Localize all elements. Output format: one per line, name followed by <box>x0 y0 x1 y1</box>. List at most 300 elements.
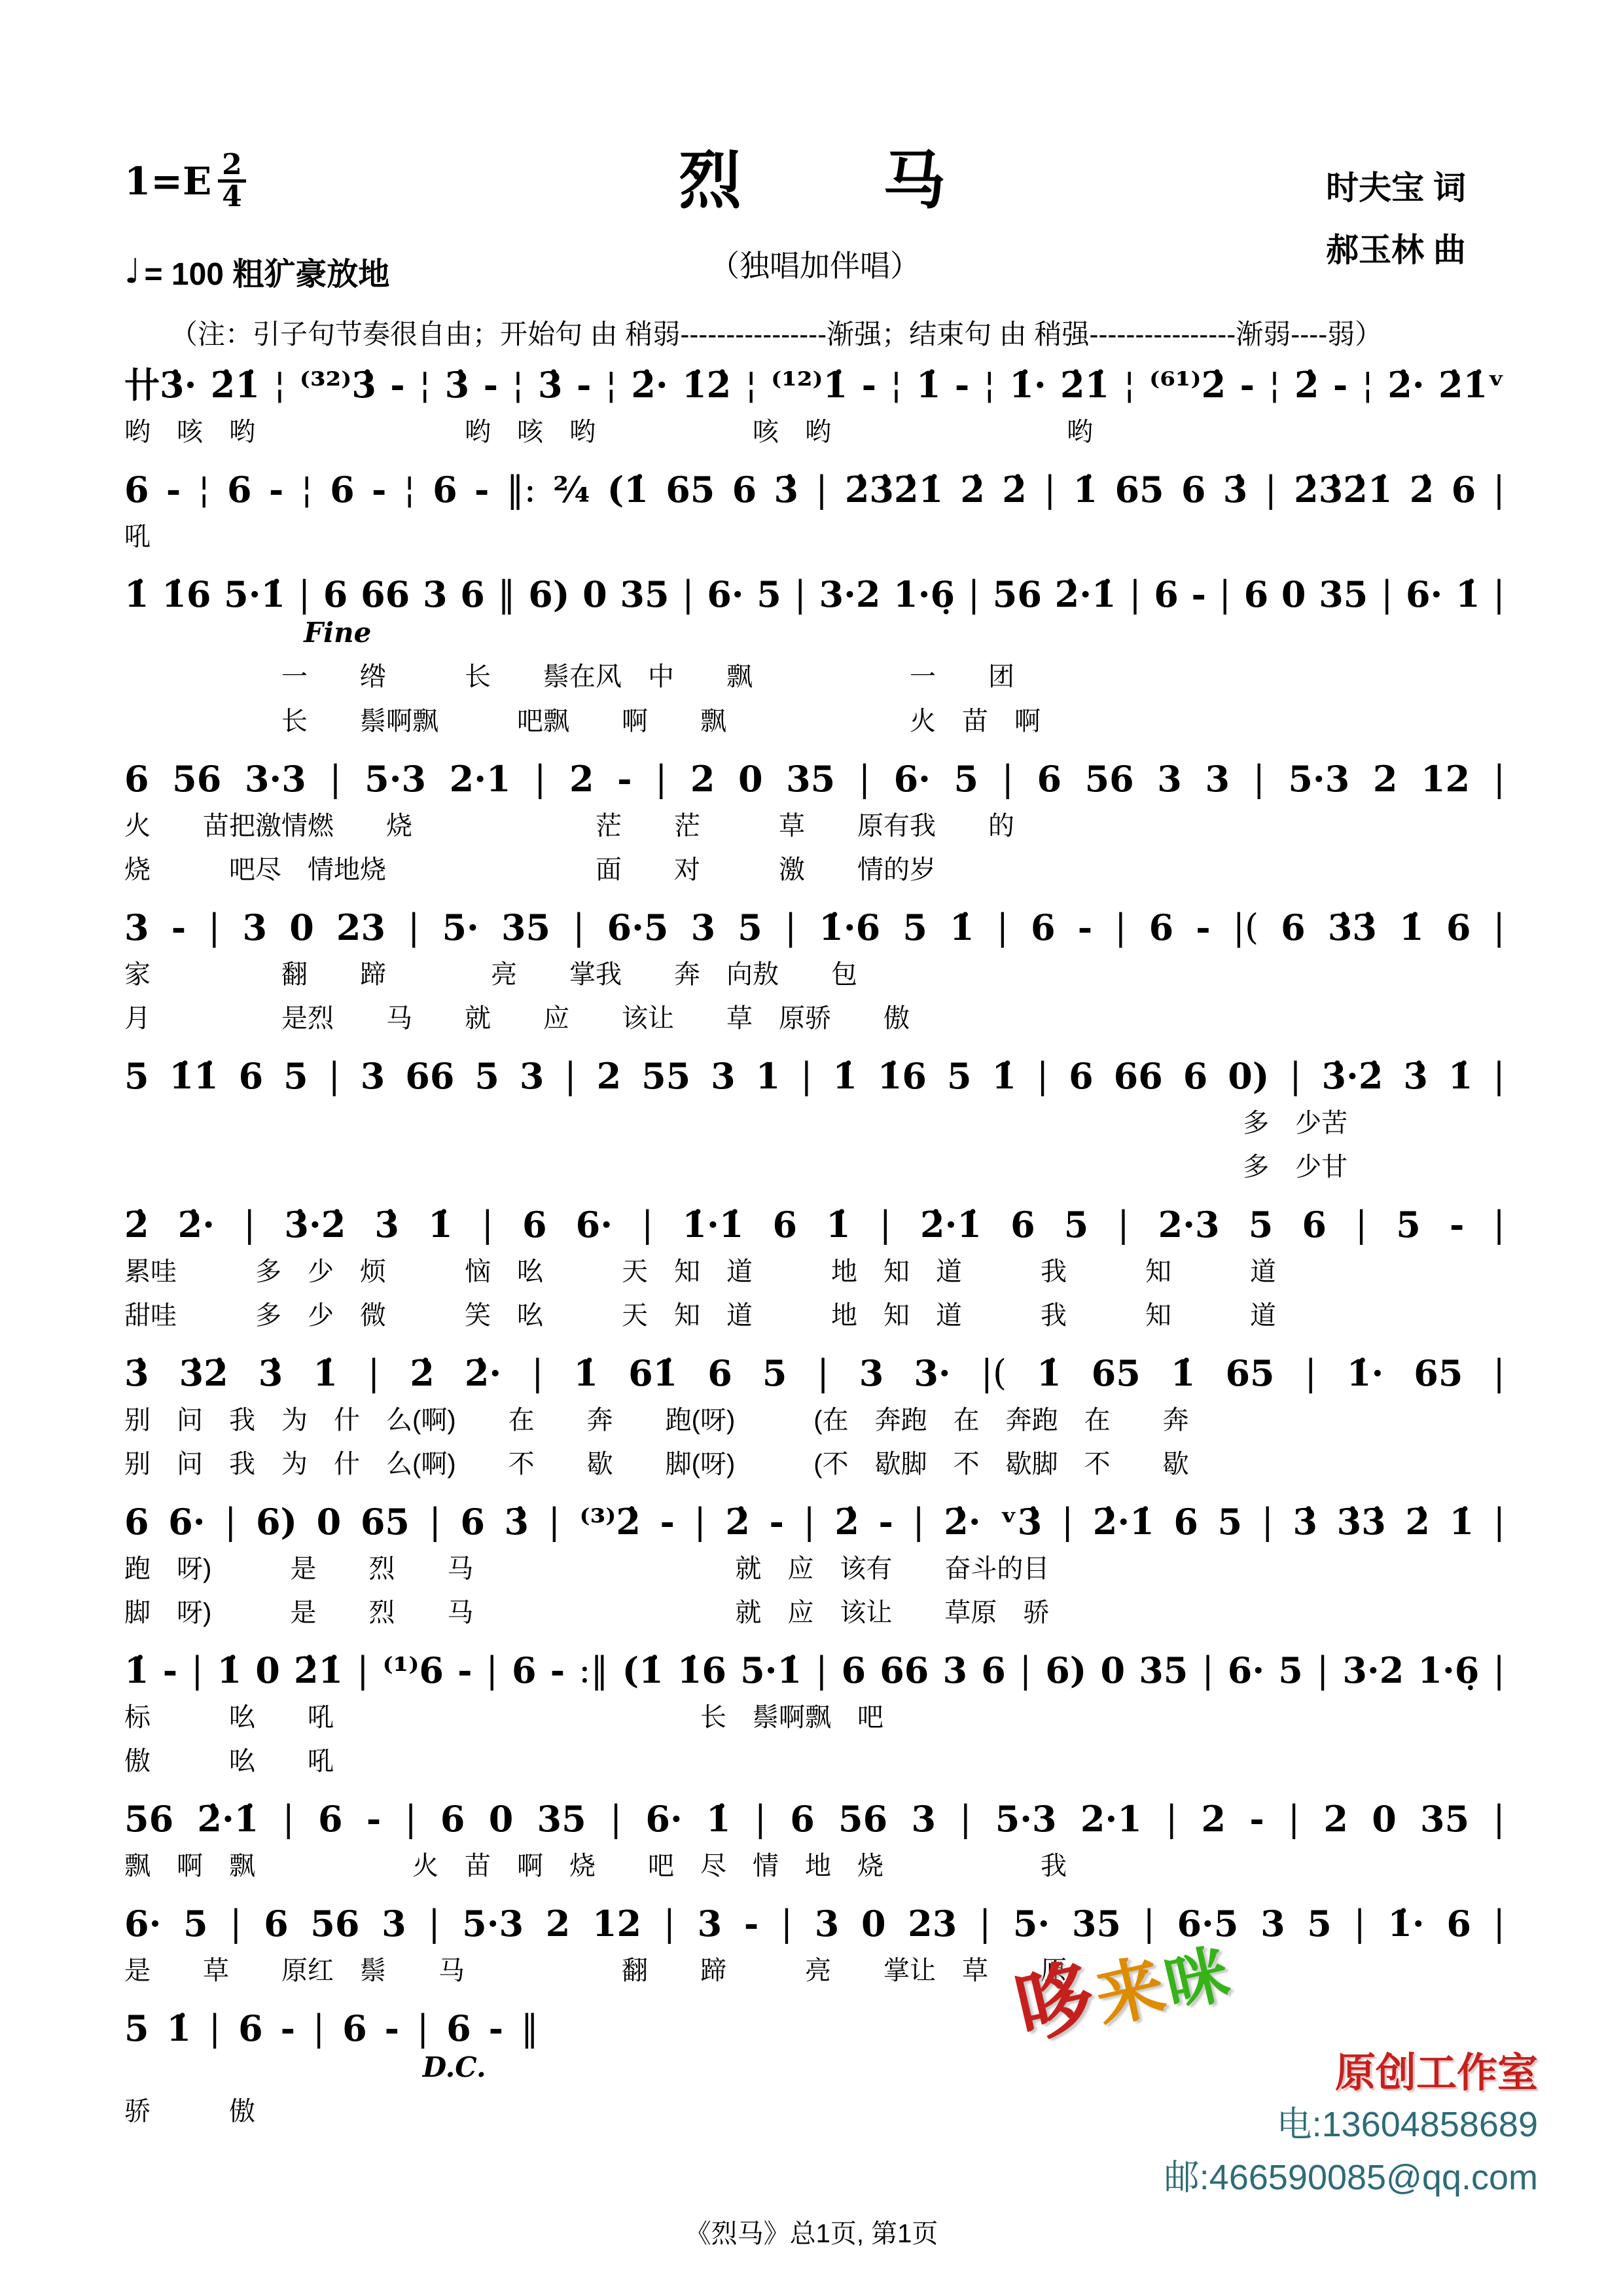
barline: | <box>784 906 797 948</box>
tempo-text: = 100 粗犷豪放地 <box>144 257 390 292</box>
note-token: 6 <box>1010 1204 1035 1246</box>
note-token: 2̇· <box>944 1501 981 1543</box>
barline: | <box>879 1204 891 1245</box>
barline: | <box>1264 468 1277 510</box>
note-token: 0 <box>861 1903 886 1945</box>
note-token: 6· <box>1227 1649 1265 1692</box>
barline: ¦ <box>274 364 286 405</box>
note-token: 0) <box>1228 1054 1270 1097</box>
note-token: - <box>162 1649 178 1692</box>
score <box>124 364 1505 2127</box>
note-token: 5· <box>1012 1903 1050 1945</box>
note-token: 3̇ <box>1403 1054 1428 1097</box>
note-token: 1̇1̇ <box>169 1054 219 1097</box>
note-token: 6· <box>707 573 744 615</box>
note-token: 1̇ <box>826 1204 851 1246</box>
barline: | <box>1353 1903 1366 1945</box>
note-token: 1̇· <box>1346 1352 1384 1395</box>
key-text: 1=E <box>124 158 212 204</box>
note-token: 2 <box>1372 757 1398 800</box>
meter-numerator: 2 <box>218 151 246 183</box>
note-token: 6 <box>1181 468 1206 511</box>
note-token: 1̇ <box>124 573 149 615</box>
note-token: 6 <box>1183 1054 1208 1097</box>
studio-phone: 电:13604858689 <box>1276 2105 1538 2144</box>
lyric-line: 累哇 多 少 烦 恼 吆 天 知 道 地 知 道 我 知 道 <box>124 1257 1276 1286</box>
note-token: 5·1̇ <box>740 1649 802 1692</box>
note-token: 6) <box>1045 1649 1087 1692</box>
note-token: 6· <box>124 1903 162 1945</box>
note-token: - <box>474 468 490 511</box>
barline: | <box>1493 1649 1505 1691</box>
note-token: 6·5 <box>607 906 669 948</box>
note-token: 2̇· <box>1387 364 1425 406</box>
note-token: 35 <box>501 906 551 948</box>
barline: | <box>404 1798 417 1840</box>
note-token: 3 <box>911 1798 936 1840</box>
barline: | <box>694 1501 706 1543</box>
note-token: 6 <box>446 2007 471 2049</box>
note-token: 2 <box>690 757 715 800</box>
lyric-line: 是 草 原红 鬃 马 翻 蹄 亮 掌让 草 原 <box>124 1956 1067 1985</box>
barline: | <box>1355 1204 1368 1245</box>
note-token: 5 <box>1278 1649 1303 1692</box>
barline: | <box>1493 1501 1505 1543</box>
note-token: 5 <box>1063 1204 1089 1246</box>
note-token: 6 <box>318 1798 343 1840</box>
note-token: 1̇ <box>832 1054 857 1097</box>
note-token: 2̇ <box>834 1501 859 1543</box>
note-token: 6 <box>1173 1501 1198 1543</box>
note-token: 0 <box>1372 1798 1397 1840</box>
note-token: 0 <box>289 906 314 948</box>
barline: | <box>1061 1501 1074 1543</box>
note-token: - <box>457 1649 473 1692</box>
logo-char-lai: 来 <box>1088 1947 1172 2037</box>
note-token: - <box>171 906 187 948</box>
note-token: 5· <box>442 906 479 948</box>
barline: | <box>815 468 828 510</box>
note-token: ⁽³⁾2̇ <box>579 1501 641 1543</box>
note-token: - <box>1077 906 1093 948</box>
note-token: - <box>743 1903 759 1945</box>
lyric-line: 跑 呀) 是 烈 马 就 应 该有 奋斗的目 <box>124 1554 1050 1583</box>
note-token: 1̇ <box>166 2007 192 2049</box>
barline: | <box>1202 1649 1214 1691</box>
barline: | <box>486 1649 498 1691</box>
notation-line <box>124 1798 1505 1840</box>
notation-system <box>124 1503 1505 1628</box>
barline: | <box>1493 573 1505 615</box>
note-token: 2 <box>1323 1798 1348 1840</box>
song-title: 烈 马 <box>679 146 951 216</box>
studio-watermark <box>1001 1939 1538 2204</box>
note-token: 3 <box>382 1903 406 1945</box>
note-token: 2̇ <box>1294 364 1319 406</box>
note-token: 3̇·2̇ <box>284 1204 346 1246</box>
barline: | <box>1117 1204 1130 1245</box>
barline: ‖: <box>506 468 536 510</box>
barline: ¦ <box>403 468 416 510</box>
notation-system <box>124 757 1505 886</box>
barline: | <box>1219 573 1231 615</box>
barline: | <box>682 573 694 615</box>
note-token: 1̇·1̇ <box>682 1204 744 1246</box>
note-token: - <box>550 1649 565 1692</box>
barline: | <box>1001 757 1014 799</box>
note-token: 3 <box>124 906 149 948</box>
note-token: 2̇ <box>1002 468 1027 511</box>
barline: | <box>1493 1798 1505 1840</box>
barline: | <box>967 573 980 615</box>
note-token: 6 <box>1302 1204 1327 1246</box>
barline: | <box>609 1798 622 1840</box>
note-token: 5·3 <box>462 1903 524 1945</box>
section-label: Fine <box>304 617 372 649</box>
note-token: 6 <box>1446 906 1471 948</box>
studio-name: 原创工作室 <box>1334 2051 1538 2096</box>
notation-line <box>124 1503 1505 1541</box>
barline: | <box>357 1649 369 1691</box>
barline: | <box>416 2007 429 2049</box>
note-token: 6 <box>522 1204 547 1246</box>
barline: | <box>564 1054 577 1096</box>
note-token: 3 <box>690 906 716 948</box>
notation-system <box>124 573 1505 737</box>
note-token: 0 <box>1100 1649 1126 1692</box>
note-token: 0 <box>316 1501 342 1543</box>
note-token: 2̇1̇ᵛ <box>1438 364 1505 406</box>
note-token: 1̇6 <box>162 573 211 615</box>
note-token: 65 <box>1115 468 1164 511</box>
note-token: 6 <box>732 468 757 511</box>
note-token: 5 <box>1307 1903 1332 1945</box>
note-token: 3̇2̇ <box>179 1352 228 1395</box>
composer-credit: 郝玉林 曲 <box>1326 232 1466 268</box>
barline: | <box>780 1903 793 1945</box>
note-token: - <box>268 468 284 511</box>
note-token: 1̇ <box>1448 1054 1473 1097</box>
note-token: 1̇ <box>1170 1352 1196 1395</box>
note-token: 5 <box>757 573 781 615</box>
note-token: 2̇·1̇ <box>197 1798 259 1840</box>
note-token: 2̇3̇2̇1̇ <box>1294 468 1393 511</box>
note-token: - <box>483 364 499 406</box>
notation-system <box>124 1798 1505 1882</box>
barline: | <box>1317 1649 1329 1691</box>
note-token: 2 <box>1201 1798 1226 1840</box>
barline: | <box>1493 1903 1505 1945</box>
note-token: 5·3 <box>365 757 427 800</box>
note-token: 6 <box>1446 1903 1471 1945</box>
barline: | <box>312 2007 325 2049</box>
lyric-line: 飘 啊 飘 火 苗 啊 烧 吧 尽 情 地 烧 我 <box>124 1851 1067 1880</box>
notation-line <box>124 906 1505 948</box>
lyric-line: 甜哇 多 少 微 笑 吆 天 知 道 地 知 道 我 知 道 <box>124 1300 1276 1330</box>
note-token: 6 <box>1281 906 1306 948</box>
note-token: 5 <box>124 1054 149 1097</box>
barline: | <box>368 1352 380 1394</box>
note-token: 1̇ <box>217 1649 242 1692</box>
song-subtitle: （独唱加伴唱） <box>709 249 920 283</box>
note-token: 3·2 <box>819 573 881 615</box>
barline: ¦ <box>1361 364 1374 405</box>
note-token: ⁽⁶¹⁾2̇ <box>1149 364 1226 406</box>
note-token: 2̇ <box>960 468 985 511</box>
notation-line <box>124 468 1505 511</box>
note-token: 6 <box>330 468 355 511</box>
notation-line <box>124 1206 1505 1244</box>
barline: | <box>1115 906 1127 948</box>
barline: | <box>996 906 1008 948</box>
note-token: 2·3 <box>1158 1204 1220 1246</box>
note-token: - <box>1191 573 1206 615</box>
note-token: 6·5 <box>1177 1903 1239 1945</box>
note-token: 56 <box>310 1903 360 1945</box>
note-token: 3 <box>711 1054 736 1097</box>
note-token: 1̇ <box>1449 1501 1474 1543</box>
note-token: 6 <box>1149 906 1174 948</box>
note-token: 2̇· <box>631 364 668 406</box>
lyric-line: 哟 咳 哟 哟 咳 哟 咳 哟 哟 <box>124 417 1093 446</box>
note-token: 1̇ <box>950 906 974 948</box>
barline: | <box>1129 573 1141 615</box>
note-token: 6· <box>575 1204 613 1246</box>
barline: | <box>641 1204 654 1245</box>
note-token: 56 <box>172 757 222 800</box>
notation-line <box>124 1649 1505 1692</box>
note-token: 3̇ <box>374 1204 399 1246</box>
note-token: 1̇6 <box>677 1649 726 1692</box>
note-token: 2 <box>596 1054 622 1097</box>
note-token: - <box>769 1501 784 1543</box>
lyricist-credit: 时夫宝 词 <box>1326 170 1466 206</box>
barline: ‖ <box>497 573 516 615</box>
note-token: 2̇ <box>1409 468 1435 511</box>
barline: | <box>655 757 668 799</box>
notation-line <box>124 757 1505 800</box>
section-label: D.C. <box>422 2051 486 2083</box>
note-token: 卄3̇· <box>124 364 197 406</box>
note-token: 66 <box>1113 1054 1163 1097</box>
note-token: 2̇ <box>124 1204 149 1246</box>
barline: | <box>1289 1054 1302 1096</box>
note-token: 55 <box>641 1054 691 1097</box>
note-token: 35 <box>1420 1798 1470 1840</box>
page-footer: 《烈马》总1页, 第1页 <box>685 2219 938 2248</box>
note-token: 2̇ <box>410 1352 435 1395</box>
barline: | <box>1019 1649 1032 1691</box>
barline: | <box>209 2007 221 2049</box>
note-token: 66 <box>880 1649 929 1692</box>
lyric-line: 傲 吆 吼 <box>124 1747 334 1776</box>
note-token: 3̇ <box>1293 1501 1318 1543</box>
note-token: 5 <box>283 1054 308 1097</box>
studio-email: 邮:466590085@qq.com <box>1164 2158 1538 2197</box>
notation-line <box>124 1054 1505 1097</box>
sheet-content <box>124 137 1505 2151</box>
note-token: 1̇·6 <box>819 906 881 948</box>
note-token: 1̇ <box>1455 573 1480 615</box>
barline: ¦ <box>983 364 995 405</box>
note-token: 3̇ <box>537 364 563 406</box>
note-token: 6 <box>124 757 149 800</box>
lyric-line: 别 问 我 为 什 么(啊) 不 歇 脚(呀) (不 歇脚 不 歇脚 不 歇 <box>124 1449 1189 1479</box>
note-token: - <box>1240 364 1255 406</box>
barline: | <box>803 1501 815 1543</box>
note-token: 2̇· <box>464 1352 502 1395</box>
note-token: 6 <box>238 1054 264 1097</box>
barline: | <box>243 1204 256 1245</box>
barline: | <box>429 1501 441 1543</box>
note-token: 1̇ <box>1073 468 1098 511</box>
note-token: 23 <box>336 906 386 948</box>
note-token: - <box>384 2007 400 2049</box>
note-token: - <box>488 2007 503 2049</box>
barline: | <box>329 757 342 799</box>
note-token: 3 <box>422 573 448 615</box>
note-token: 3 <box>942 1649 968 1692</box>
note-token: - <box>1249 1798 1264 1840</box>
notation-system <box>124 1206 1505 1331</box>
barline: :‖ <box>579 1649 609 1691</box>
note-token: 3 <box>1260 1903 1285 1945</box>
logo-char-mi: 咪 <box>1158 1939 1236 2021</box>
barline: ¦ <box>890 364 902 405</box>
note-token: 3·2 <box>1342 1649 1404 1692</box>
note-token: 1̇ <box>124 1649 149 1692</box>
note-token: 3̇·2̇ <box>1321 1054 1383 1097</box>
notation-system <box>124 2007 539 2127</box>
note-token: 65 <box>1091 1352 1141 1395</box>
note-token: 1̇ <box>1399 906 1424 948</box>
note-token: 6 <box>1037 757 1062 800</box>
notation-system <box>124 1352 1505 1480</box>
note-token: ²⁄₄ <box>553 468 590 511</box>
note-token: 56 <box>124 1798 174 1840</box>
barline: | <box>1253 757 1265 799</box>
note-token: 1̇ <box>1037 1352 1061 1395</box>
logo-char-duo: 哆 <box>1006 1950 1103 2054</box>
lyric-line: 一 绺 长 鬃在风 中 飘 一 团 <box>124 662 1014 692</box>
note-token: 1̇ <box>991 1054 1017 1097</box>
note-token: 3 <box>814 1903 840 1945</box>
lyric-line: 别 问 我 为 什 么(啊) 在 奔 跑(呀) (在 奔跑 在 奔跑 在 奔 <box>124 1405 1189 1435</box>
lyric-line: 多 少甘 <box>1243 1152 1348 1181</box>
note-token: 2̇· <box>177 1204 215 1246</box>
barline: ¦ <box>300 468 313 510</box>
note-token: 3̇ <box>444 364 470 406</box>
barline: | <box>534 757 546 799</box>
note-token: 6 <box>342 2007 367 2049</box>
note-token: 35 <box>537 1798 586 1840</box>
note-token: 5 <box>902 906 927 948</box>
note-token: 2̇ <box>725 1501 750 1543</box>
notation-line <box>124 573 1505 615</box>
note-token: 0 <box>488 1798 514 1840</box>
note-token: 35 <box>1139 1649 1188 1692</box>
quarter-note-icon: ♩ <box>124 251 141 291</box>
note-token: 23 <box>908 1903 957 1945</box>
note-token: 56 <box>838 1798 888 1840</box>
note-token: 5 <box>1396 1204 1421 1246</box>
barline: | <box>1493 757 1505 799</box>
note-token: (1̇ <box>607 468 649 511</box>
note-token: 6 <box>323 573 348 615</box>
note-token: 5 <box>124 2007 149 2049</box>
barline: | <box>282 1798 294 1840</box>
barline: ¦ <box>745 364 757 405</box>
notation-system <box>124 1054 1505 1183</box>
note-token: ⁽³²⁾3̇ <box>299 364 376 406</box>
note-token: 2 <box>569 757 594 800</box>
note-token: 6 <box>1154 573 1179 615</box>
note-token: 65 <box>1414 1352 1463 1395</box>
barline: | <box>815 1649 828 1691</box>
note-token: 2̇1̇ <box>210 364 260 406</box>
note-token: 3̇ <box>774 468 799 511</box>
note-token: 6 <box>124 1501 149 1543</box>
notation-system <box>124 1649 1505 1777</box>
note-token: 5 <box>183 1903 208 1945</box>
note-token: 0 <box>582 573 607 615</box>
note-token: 5·3 <box>1288 757 1350 800</box>
barline: | <box>548 1501 560 1543</box>
note-token: 3 <box>519 1054 544 1097</box>
note-token: 1·6̣ <box>1418 1649 1480 1692</box>
lyric-line: 长 鬃啊飘 吧飘 啊 飘 火 苗 啊 <box>124 706 1041 736</box>
note-token: - <box>371 468 387 511</box>
barline: | <box>1493 1054 1505 1096</box>
barline: ¦ <box>512 364 524 405</box>
note-token: ⁽¹²⁾1̇ <box>771 364 848 406</box>
note-token: 6 <box>707 1352 732 1395</box>
note-token: 5·3 <box>995 1798 1057 1840</box>
note-token: 5 <box>762 1352 787 1395</box>
note-token: 6 <box>1243 573 1269 615</box>
note-token: - <box>1332 364 1348 406</box>
note-token: 35 <box>1319 573 1368 615</box>
barline: | <box>428 1903 440 1945</box>
note-token: 61̇ <box>628 1352 678 1395</box>
barline: | <box>230 1903 242 1945</box>
note-token: 6 <box>238 2007 263 2049</box>
note-token: - <box>366 1798 382 1840</box>
note-token: 1̇ <box>313 1352 338 1395</box>
barline: | <box>191 1649 204 1691</box>
notation-line <box>124 1352 1505 1395</box>
note-token: 65 <box>1225 1352 1275 1395</box>
note-token: - <box>390 364 405 406</box>
note-token: - <box>861 364 877 406</box>
lyric-line: 标 吆 吼 长 鬃啊飘 吧 <box>124 1702 883 1732</box>
barline: | <box>1044 468 1056 510</box>
note-token: 1̇· <box>1009 364 1046 406</box>
note-token: 6· <box>1405 573 1443 615</box>
note-token: 5 <box>1217 1501 1243 1543</box>
note-token: - <box>166 468 181 511</box>
note-token: 2̇ <box>1405 1501 1430 1543</box>
barline: | <box>912 1501 925 1543</box>
meter-denominator: 4 <box>222 180 242 213</box>
barline: | <box>817 1352 829 1394</box>
note-token: 2̇1̇ <box>293 1649 344 1692</box>
note-token: 6 <box>227 468 252 511</box>
barline: | <box>1261 1501 1274 1543</box>
note-token: 6 <box>772 1204 798 1246</box>
note-token: 0 <box>255 1649 280 1692</box>
note-token: - <box>576 364 592 406</box>
